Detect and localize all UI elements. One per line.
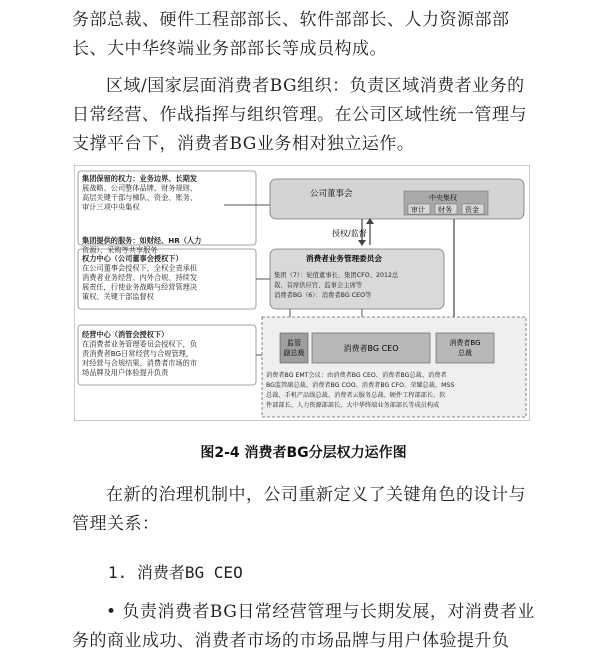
emt-line: 消费者BG EMT会议：由消费者BG CEO、消费者BG总裁、消费者 — [266, 372, 447, 379]
panel-title: 集团提供的服务：如财经、HR（人力 — [82, 236, 202, 245]
emt-line: BG监管副总裁、消费者BG COO、消费者BG CFO、荣耀总裁、MSS — [266, 382, 455, 389]
ceo-label: 消费者BG CEO — [343, 344, 399, 353]
panel-line: 场品牌及用户体验提升负责 — [82, 368, 169, 377]
central-item-label: 审计 — [411, 206, 425, 214]
power-structure-diagram — [74, 165, 530, 421]
supervisor-label: 监管 — [287, 339, 301, 347]
figure-caption: 图2-4 消费者BG分层权力运作图 — [200, 445, 407, 461]
paragraph-regional-org: 区域/国家层面消费者BG组织：负责区域消费者业务的日常经营、作战指挥与组织管理。在公司区域性统一管理与支撑平台下，消费者BG业务相对独立运作。 — [72, 76, 527, 154]
board-label: 公司董事会 — [310, 189, 353, 199]
section-heading: 1. 消费者BG CEO — [108, 563, 243, 582]
central-label: 中央集权 — [429, 194, 457, 202]
panel-line: 消费者业务经营、内外合规、持续发 — [82, 273, 198, 282]
panel-title: 权力中心（公司董事会授权下） — [82, 254, 183, 263]
panel-line: 在公司董事会授权下，全权全责承担 — [82, 263, 198, 273]
president-label: 消费者BG — [449, 339, 481, 347]
paragraph-continued: 务部总裁、硬件工程部部长、软件部部长、人力资源部部长、大中华终端业务部部长等成员构成。 — [72, 10, 510, 59]
central-item-label: 资金 — [465, 206, 479, 214]
panel-line: 展战略、公司整体品牌、财务规则、 — [82, 183, 198, 193]
panel-line: 审计三项中央集权 — [82, 202, 140, 212]
emt-line: 件部部长、人力资源部部长、大中华终端业务部部长等成员构成 — [266, 402, 440, 409]
panel-line: 策权、关键干部监督权 — [82, 292, 154, 301]
committee-line: 裁、首席供应官、监事会主席等 — [274, 282, 363, 289]
panel-title: 集团保留的权力：业务边界、长期发 — [82, 174, 198, 183]
committee-line: 消费者BG（6）：消费者BG CEO等 — [274, 292, 372, 299]
committee-line: 集团（7）：轮值董事长、集团CFO、2012总 — [274, 272, 399, 279]
panel-line: 展责任，行使业务战略与经营管理决 — [82, 282, 198, 292]
panel-line: 责消费者BG日常经营与合规管理， — [82, 349, 194, 358]
president-label: 总裁 — [458, 349, 472, 357]
arrow-label: 授权/监督 — [332, 229, 367, 238]
supervisor-box — [280, 333, 308, 363]
central-item-label: 财务 — [438, 206, 452, 214]
panel-line: 对经营与合规结果、消费者市场的市 — [82, 358, 198, 368]
panel-line: 在消费者业务管理委员会授权下，负 — [82, 339, 198, 349]
emt-line: 总裁、手机产品线总裁、消费者云服务总裁、硬件工程部部长、软 — [266, 392, 446, 399]
supervisor-label: 副总裁 — [283, 349, 305, 357]
paragraph-governance: 在新的治理机制中，公司重新定义了关键角色的设计与管理关系： — [72, 485, 526, 534]
committee-title: 消费者业务管理委员会 — [306, 254, 382, 263]
panel-line: 资源）、采购等共享服务 — [82, 245, 158, 255]
president-box — [436, 333, 494, 363]
panel-line: 高层关键干部与梯队、资金、账务、 — [82, 193, 198, 202]
panel-title: 经营中心（消管会授权下） — [82, 330, 169, 339]
bullet-ceo-duty: • 负责消费者BG日常经营管理与长期发展，对消费者业务的商业成功、消费者市场的市场品牌与用户体验提升负 — [72, 602, 535, 651]
